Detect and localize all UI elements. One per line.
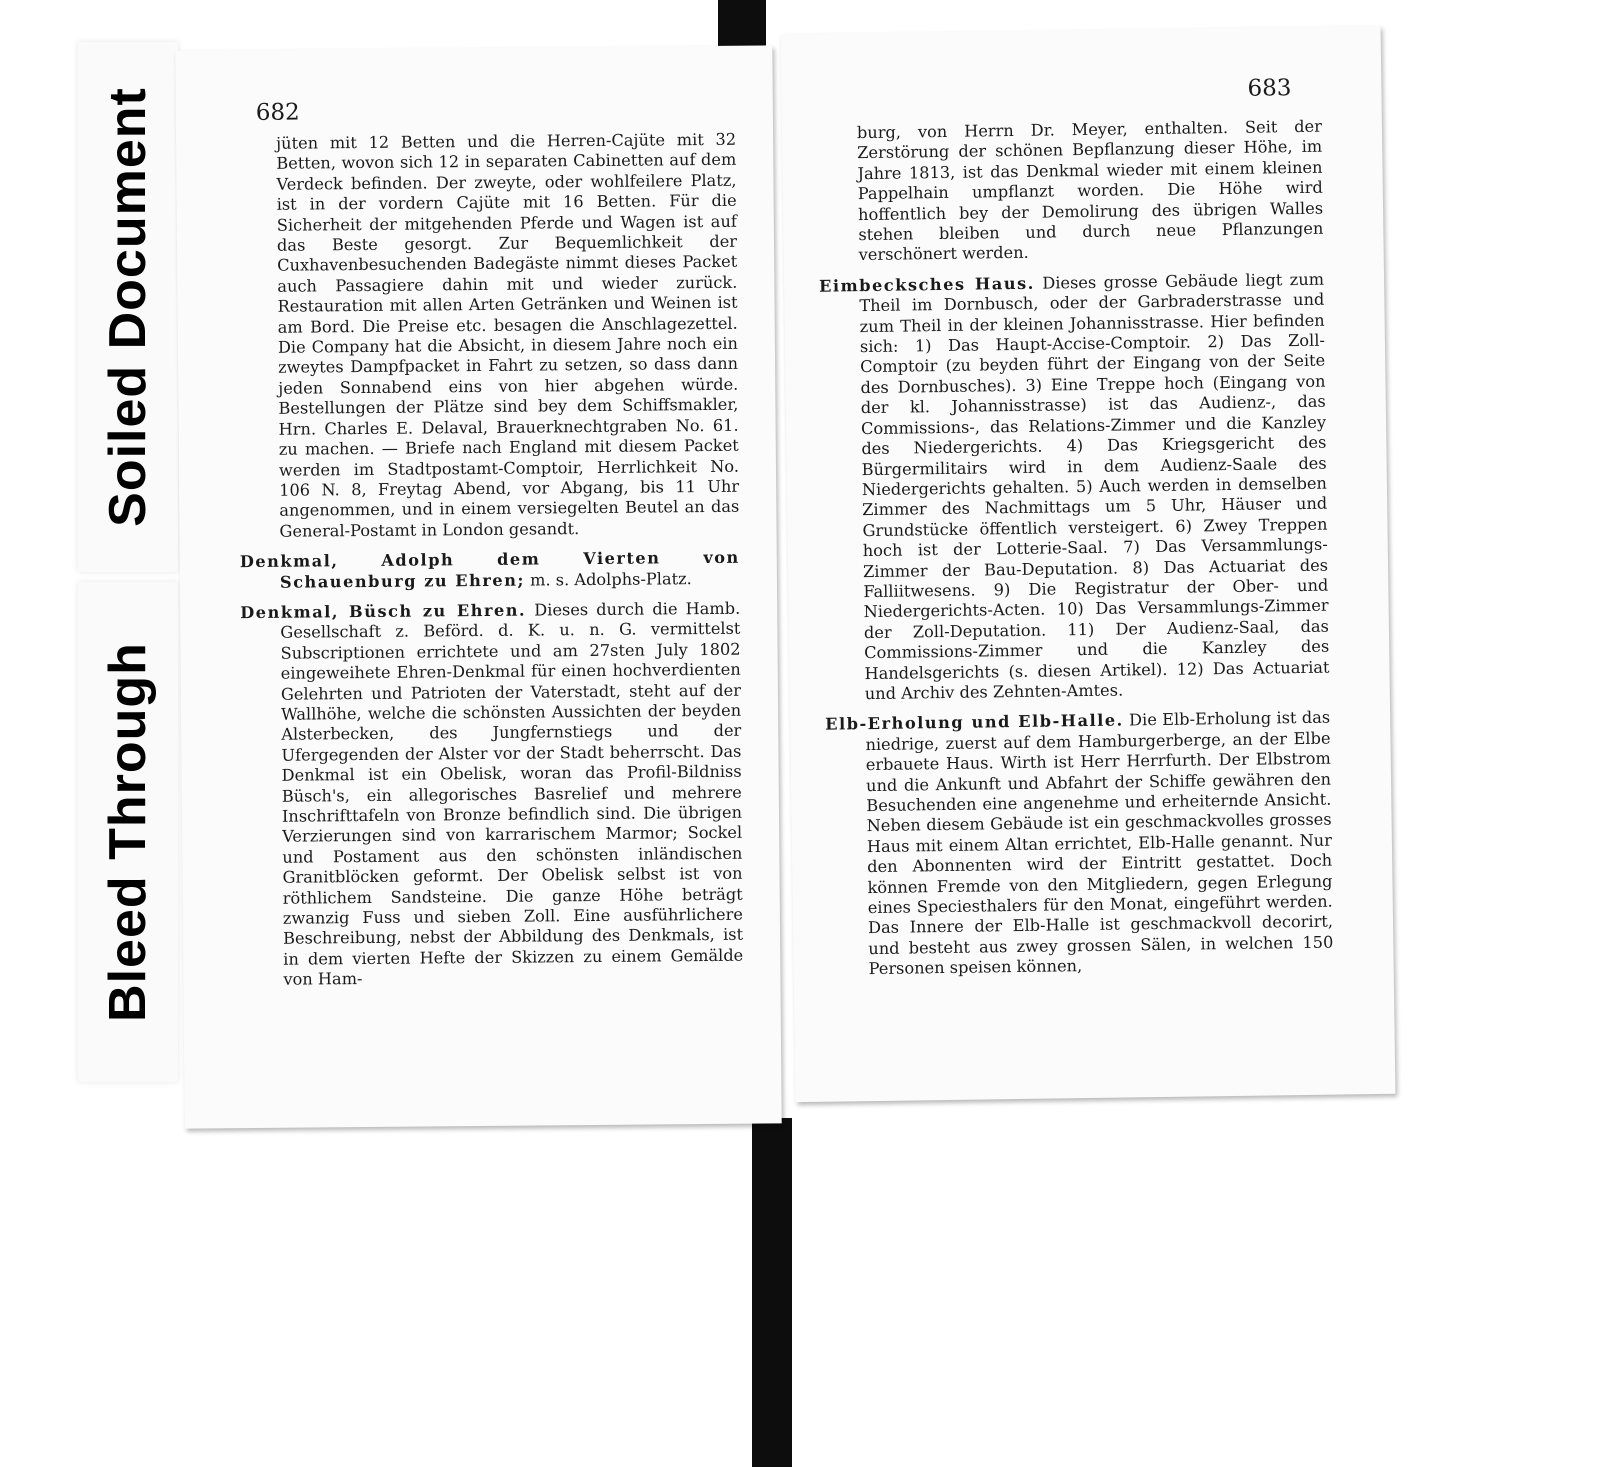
entry-heading: Eimbecksches Haus.	[818, 273, 1035, 296]
bleed-through-text: Bleed Through	[99, 642, 157, 1022]
entry-heading: Denkmal, Büsch zu Ehren.	[240, 600, 527, 623]
left-page-text-column	[236, 130, 744, 1001]
binding-bottom-strip	[752, 1118, 792, 1467]
right-page	[781, 26, 1396, 1102]
soiled-document-text: Soiled Document	[99, 87, 157, 527]
left-page	[175, 45, 781, 1128]
bleed-through-label	[78, 582, 178, 1082]
entry-eimbecksches-haus	[819, 270, 1330, 706]
entry-body: m. s. Adolphs-Platz.	[530, 568, 692, 590]
binding-top-strip	[718, 0, 766, 46]
page-number: 683	[1247, 75, 1292, 102]
entry-body: Die Elb-Erholung ist das niedrige, zuerst auf dem Hamburgerberge, an der Elbe erbauete Haus. Wirth ist Herr Herrfurth. Der Elbstrom und die Ankunft und Abfahrt der Schiffe gewähren den Besuchenden eine angenehme und erheiternde Ansicht. Neben diesem Gebäude ist ein geschmackvolles grosses Haus mit einem Altan errichtet, Elb-Halle genannt. Nur den Abonnenten wird der Eintritt gestattet. Doch können Fremde von den Mitgliedern, gegen Erlegung eines Speciesthalers für den Monat, eingeführt werden. Das Innere der Elb-Halle ist geschmackvoll decorirt, und besteht aus zwey grossen Sälen, in welchen 150 Personen speisen können,	[865, 708, 1334, 979]
right-page-text-column	[817, 117, 1334, 991]
entry-body: Dieses durch die Hamb. Gesellschaft z. Beförd. d. K. u. n. G. vermittelst Subscriptionen errichtete und am 27sten July 1802 eingeweihete Ehren-Denkmal für einen hochverdienten Gelehrten und Patrioten der Vaterstadt, steht auf der Wallhöhe, welche die schönsten Aussichten der beyden Alsterbecken, des Jungfernstiegs und der Ufergegenden der Alster vor der Stadt beherrscht. Das Denkmal ist ein Obelisk, woran das Profil-Bildniss Büsch's, ein allegorisches Basrelief und mehrere Inschrifttafeln von Bronze befindlich sind. Die übrigen Verzierungen sind von karrarischem Marmor; Sockel und Postament aus den schönsten inländischen Granitblöcken geformt. Der Obelisk selbst ist von röthlichem Sandsteine. Die ganze Höhe beträgt zwanzig Fuss und sieben Zoll. Eine ausführlichere Beschreibung, nebst der Abbildung des Denkmals, ist in dem vierten Hefte der Skizzen zu einem Gemälde von Ham-	[280, 598, 744, 989]
page-number: 682	[255, 99, 300, 126]
entry-denkmal-adolph	[240, 548, 740, 593]
continuation-paragraph: burg, von Herrn Dr. Meyer, enthalten. Seit der Zerstörung der schönen Bepflanzung dieser Höhe, im Jahre 1813, ist das Denkmal wieder mit einem kleinen Pappelhain umpflanzt worden. Die Höhe wird hoffentlich bey der Demolirung des übrigen Walles stehen bleiben und durch neue Pflanzungen verschönert werden.	[856, 116, 1324, 265]
entry-elb-erholung	[825, 708, 1334, 980]
entry-heading: Denkmal, Adolph dem Vierten von Schauenburg zu Ehren;	[239, 547, 740, 592]
soiled-document-label	[78, 42, 178, 572]
entry-heading: Elb-Erholung und Elb-Halle.	[825, 710, 1124, 735]
continuation-paragraph: jüten mit 12 Betten und die Herren-Cajüte mit 32 Betten, wovon sich 12 in separaten Cabinetten auf dem Verdeck befinden. Der zweyte, oder wohlfeilere Platz, ist in der vordern Cajüte mit 16 Betten. Für die Sicherheit der mitgehenden Pferde und Wagen ist auf das Beste gesorgt. Zur Bequemlichkeit der Cuxhavenbesuchenden Badegäste nimmt dieses Packet auch Passagiere dahin mit und wieder zurück. Restauration mit allen Arten Getränken und Weinen ist am Bord. Die Preise etc. besagen die Anschlagezettel. Die Company hat die Absicht, in diesem Jahre noch ein zweytes Dampfpacket in Fahrt zu setzen, so dass dann jeden Sonnabend eins von hier abgehen würde. Bestellungen der Plätze sind bey dem Schiffsmakler, Hrn. Charles E. Delaval, Brauerknechtgraben No. 61. zu machen. — Briefe nach England mit diesem Packet werden im Stadtpostamt-Comptoir, Herrlichkeit No. 106 N. 8, Freytag Abend, vor Abgang, bis 11 Uhr angenommen, und in einem versiegelten Beutel an das General-Postamt in London gesandt.	[276, 129, 740, 541]
entry-denkmal-busch	[240, 599, 743, 991]
entry-body: Dieses grosse Gebäude liegt zum Theil im Dornbusch, oder der Garbraderstrasse und zum Theil in der kleinen Johannisstrasse. Hier befinden sich: 1) Das Haupt-Accise-Comptoir. 2) Das Zoll-Comptoir (zu beyden führt der Eingang von der Seite des Dornbusches). 3) Eine Treppe hoch (Eingang von der kl. Johannisstrasse) ist das Audienz-, das Commissions-, das Relations-Zimmer und die Kanzley des Niedergerichts. 4) Das Kriegsgericht des Bürgermilitairs wird in dem Audienz-Saale des Niedergerichts gehalten. 5) Auch werden in demselben Zimmer des Nachmittags um 5 Uhr, Häuser und Grundstücke öffentlich versteigert. 6) Zwey Treppen hoch ist der Lotterie-Saal. 7) Das Versammlungs-Zimmer der Bau-Deputation. 8) Das Actuariat des Falliitwesens. 9) Die Registratur der Ober- und Niedergerichts-Acten. 10) Das Versammlungs-Zimmer der Zoll-Deputation. 11) Der Audienz-Saal, das Commissions-Zimmer und die Kanzley des Handelsgerichts (s. diesen Artikel). 12) Das Actuariat und Archiv des Zehnten-Amtes.	[859, 269, 1330, 704]
